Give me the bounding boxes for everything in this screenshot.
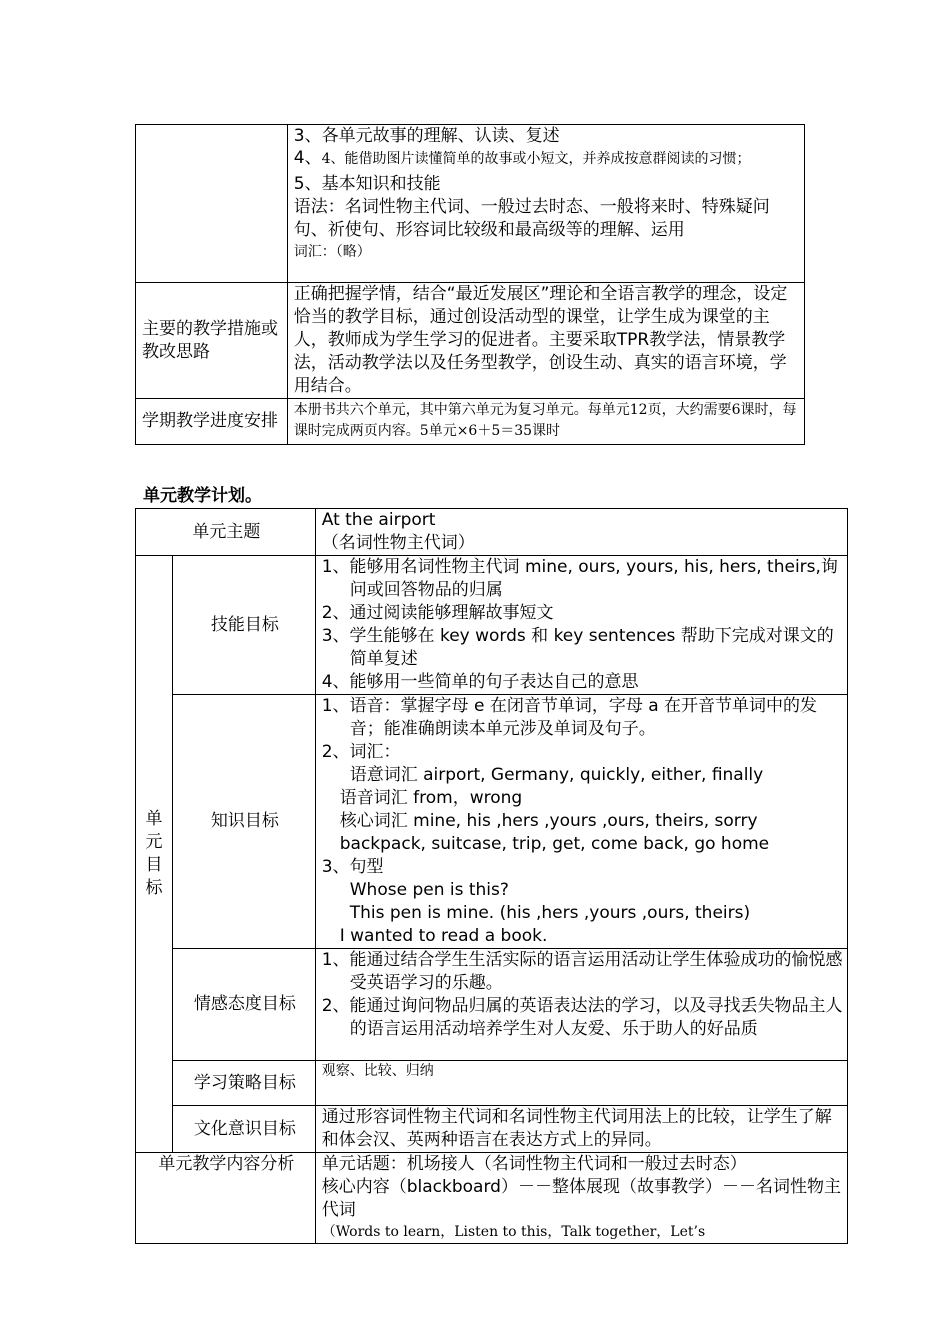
sentence-line: Whose pen is this?	[349, 880, 509, 900]
goal-line: 语法：名词性物主代词、一般过去时态、一般将来时、特殊疑问句、祈使句、形容词比较级和最高级等的理解、运用	[293, 197, 770, 240]
content-cell	[315, 695, 847, 949]
content-cell: 通过形容词性物主代词和名词性物主代词用法上的比较，让学生了解和体会汉、英两种语言在表达方式上的异同。	[315, 1106, 847, 1153]
row-label: 情感态度目标	[172, 949, 315, 1061]
table-row	[136, 1061, 848, 1106]
content-cell: 观察、比较、归纳	[315, 1061, 847, 1106]
row-label: 主要的教学措施或教改思路	[136, 283, 288, 399]
theme-subtitle: （名词性物主代词）	[321, 533, 475, 553]
row-label: 学习策略目标	[172, 1061, 315, 1106]
content-cell	[315, 949, 847, 1061]
list-item: 1、能通过结合学生生活实际的语言运用活动让学生体验成功的愉悦感受英语学习的乐趣。	[321, 950, 843, 993]
content-cell: 本册书共六个单元，其中第六单元为复习单元。每单元12页，大约需要6课时，每课时完成两页内容。5单元×6＋5＝35课时	[287, 399, 804, 445]
content-cell	[315, 556, 847, 695]
list-item: 1、能够用名词性物主代词 mine, ours, yours, his, hers, theirs,询问或回答物品的归属	[321, 557, 838, 600]
table-row	[136, 283, 805, 399]
sentence-line: This pen is mine. (his ,hers ,yours ,ours, theirs)	[349, 903, 751, 923]
content-cell: 正确把握学情，结合“最近发展区”理论和全语言教学的理念，设定恰当的教学目标，通过创设活动型的课堂，让学生成为课堂的主人，教师成为学生学习的促进者。主要采取TPR教学法，情景教学法，活动教学法以及任务型教学，创设生动、真实的语言环境，学用结合。	[287, 283, 804, 399]
content-cell	[315, 1153, 847, 1244]
goal-label-cell	[136, 556, 173, 1153]
row-label: 学期教学进度安排	[136, 399, 288, 445]
sentence-line: I wanted to read a book.	[339, 926, 548, 946]
row-label: 知识目标	[172, 695, 315, 949]
empty-label-cell	[136, 125, 288, 283]
content-cell	[315, 509, 847, 556]
list-item: 3、句型	[321, 857, 384, 877]
row-label: 技能目标	[172, 556, 315, 695]
table-row	[136, 509, 848, 556]
section-heading: 单元教学计划。	[143, 486, 262, 506]
list-item: 2、词汇：	[321, 742, 401, 762]
semester-plan-table	[135, 124, 805, 445]
table-row	[136, 399, 805, 445]
analysis-line: （Words to learn，Listen to this，Talk together，Let’s	[321, 1224, 706, 1240]
goal-line: 词汇：（略）	[293, 244, 371, 260]
content-cell	[287, 125, 804, 283]
goal-line: 3、各单元故事的理解、认读、复述	[293, 126, 560, 146]
analysis-line: 核心内容（blackboard）－－整体展现（故事教学）－－名词性物主代词	[321, 1177, 841, 1220]
list-item: 4、能够用一些简单的句子表达自己的意思	[321, 672, 639, 692]
list-item: 1、语音：掌握字母 e 在闭音节单词，字母 a 在开音节单词中的发音；能准确朗读本单元涉及单词及句子。	[321, 696, 818, 739]
list-item: 3、学生能够在 key words 和 key sentences 帮助下完成对课文的简单复述	[321, 626, 834, 669]
vocab-line: 语意词汇 airport, Germany, quickly, either, finally	[349, 765, 764, 785]
table-row	[136, 1153, 848, 1244]
vocab-line: 语音词汇 from，wrong	[339, 788, 523, 808]
row-label: 文化意识目标	[172, 1106, 315, 1153]
row-label: 单元教学内容分析	[136, 1153, 316, 1244]
vocab-line: 核心词汇 mine, his ,hers ,yours ,ours, theirs, sorry	[339, 811, 758, 831]
table-row	[136, 125, 805, 283]
vocab-line: backpack, suitcase, trip, get, come back, go home	[339, 834, 770, 854]
table-row	[136, 1106, 848, 1153]
vertical-label: 单元目标	[145, 809, 163, 898]
list-item: 2、通过阅读能够理解故事短文	[321, 603, 554, 623]
goal-line: 4、4、能借助图片读懂简单的故事或小短文，并养成按意群阅读的习惯；	[293, 148, 751, 168]
table-row	[136, 556, 848, 695]
list-item: 2、能通过询问物品归属的英语表达法的学习，以及寻找丢失物品主人的语言运用活动培养学生对人友爱、乐于助人的好品质	[321, 996, 843, 1039]
row-label: 单元主题	[136, 509, 316, 556]
analysis-line: 单元话题：机场接人（名词性物主代词和一般过去时态）	[321, 1154, 747, 1174]
table-row	[136, 949, 848, 1061]
unit-plan-table	[135, 508, 848, 1244]
goal-line: 5、基本知识和技能	[293, 174, 441, 194]
table-row	[136, 695, 848, 949]
theme-title: At the airport	[321, 510, 436, 530]
